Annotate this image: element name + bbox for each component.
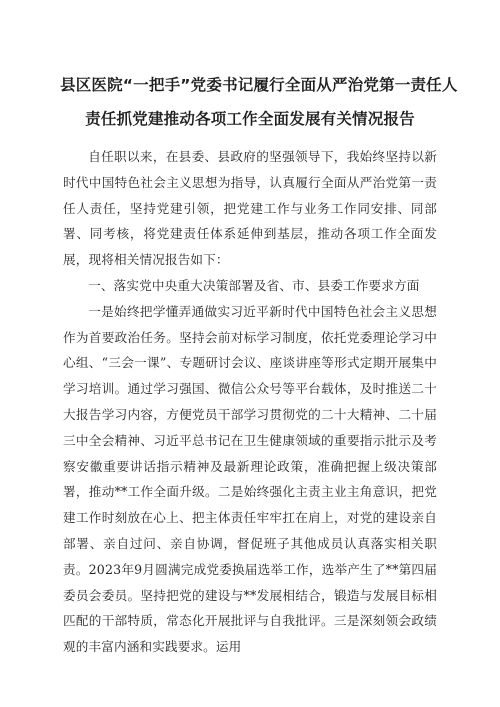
intro-paragraph: 自任职以来，在县委、县政府的坚强领导下，我始终坚持以新时代中国特色社会主义思想为指导，认真履行全面从严治党第一责任人责任，坚持党建引领，把党建工作与业务工作同安排、同部署、同考核，将党建责任体系延伸到基层，推动各项工作全面发展，现将相关情况报告如下： [63,149,437,268]
document-title-line-1: 县区医院“一把手”党委书记履行全面从严治党第一责任人 [60,76,458,94]
section-heading: 一、落实党中央重大决策部署及省、市、县委工作要求方面 [88,277,420,293]
section-paragraph: 一是始终把学懂弄通做实习近平新时代中国特色社会主义思想作为首要政治任务。坚持会前对标学习制度，依托党委理论学习中心组、“三会一课”、专题研讨会议、座谈讲座等形式定期开展集中学习培训。通过学习强国、微信公众号等平台载体，及时推送二十大报告学习内容，方便党员干部学习贯彻党的二十大精神、二十届三中全会精神、习近平总书记在卫生健康领域的重要指示批示及考察安徽重要讲话指示精神及最新理论政策，准确把握上级决策部署，推动**工作全面升级。二是始终强化主责主业主角意识，把党建工作时刻放在心上、把主体责任牢牢扛在肩上，对党的建设亲自部署、亲自过问、亲自协调，督促班子其他成员认真落实相关职责。2023年9月圆满完成党委换届选举工作，选举产生了**第四届委员会委员。坚持把党的建设与**发展相结合，锻造与发展目标相匹配的干部特质，常态化开展批评与自我批评。三是深刻领会政绩观的丰富内涵和实践要求。运用 [63,303,437,655]
document-body [63,144,437,660]
document-title-line-2: 责任抓党建推动各项工作全面发展有关情况报告 [85,110,415,128]
